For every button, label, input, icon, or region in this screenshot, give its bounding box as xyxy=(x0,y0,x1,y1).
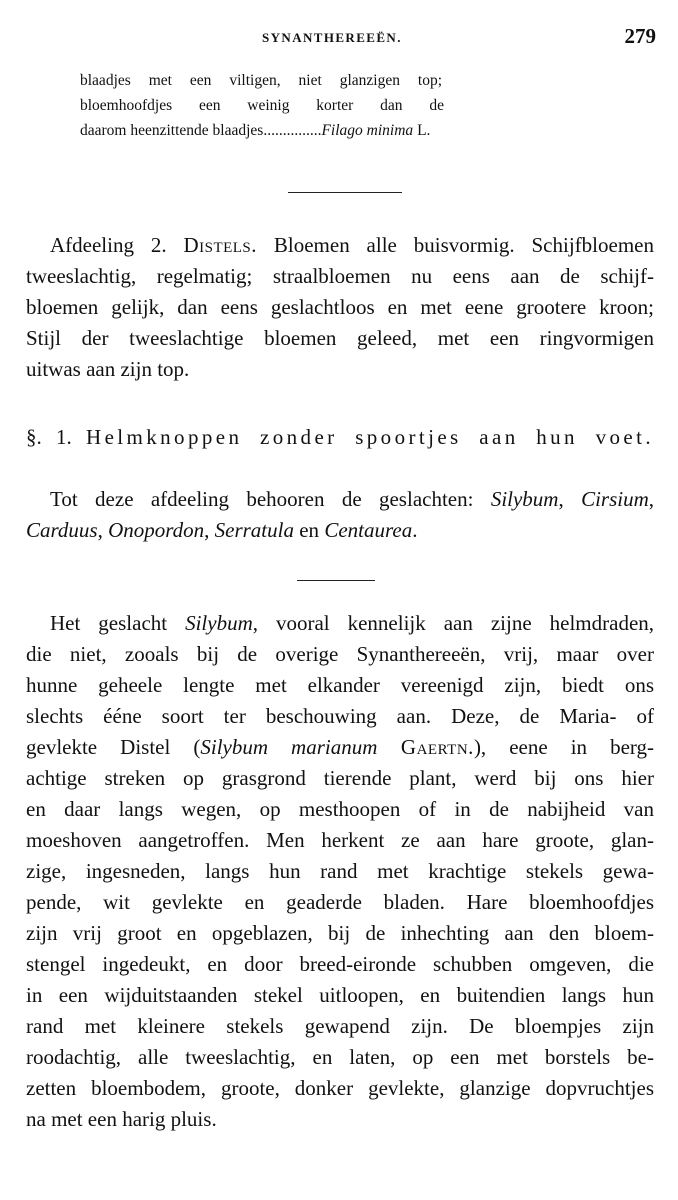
paragraph-heading xyxy=(26,422,656,453)
genera-line-2 xyxy=(26,515,654,546)
genus-silybum: Silybum xyxy=(490,487,559,511)
silybum-line-14: rand met kleinere stekels gewapend zijn. De bloempjes zijn xyxy=(26,1014,654,1038)
silybum-line-4: slechts ééne soort ter beschouwing aan. Deze, de Maria- of xyxy=(26,704,654,728)
genera-end: . xyxy=(412,518,418,542)
genera-separator: , xyxy=(558,487,582,511)
paragraph-heading-line xyxy=(26,422,654,453)
silybum-line-5-start: gevlekte Distel ( xyxy=(26,735,201,759)
silybum-paragraph xyxy=(26,608,656,1135)
key-species-name: Filago minima xyxy=(321,122,414,139)
silybum-line-2: die niet, zooals bij de overige Synanthereeën, vrij, maar over xyxy=(26,642,654,666)
section-divider-2 xyxy=(297,580,375,581)
afdeeling-line-5: uitwas aan zijn top. xyxy=(26,357,190,381)
genus-cirsium: Cirsium xyxy=(581,487,649,511)
section-divider-1 xyxy=(288,192,402,193)
genus-onopordon: Onopordon xyxy=(108,518,205,542)
silybum-line-8: moeshoven aangetroffen. Men herkent ze aan hare groote, glan- xyxy=(26,828,654,852)
paragraph-heading-text: Helmknoppen zonder spoortjes aan hun voet. xyxy=(86,425,655,449)
silybum-line-17: na met een harig pluis. xyxy=(26,1107,217,1131)
genera-line-1 xyxy=(26,484,654,515)
genus-centaurea: Centaurea xyxy=(324,518,413,542)
silybum-line-16: zetten bloembodem, groote, donker gevlekte, glanzige dopvruchtjes xyxy=(26,1076,654,1100)
silybum-author: Gaertn. xyxy=(377,735,474,759)
afdeeling-line-4: Stijl der tweeslachtige bloemen geleed, met een ringvormigen xyxy=(26,326,654,350)
silybum-genus: Silybum xyxy=(185,611,253,635)
silybum-line-12: stengel ingedeukt, en door breed-eironde schubben omgeven, die xyxy=(26,952,654,976)
genera-separator: , xyxy=(204,518,215,542)
silybum-line-15: roodachtig, alle tweeslachtig, en laten, op een met borstels be- xyxy=(26,1045,654,1069)
silybum-line-7: en daar langs wegen, op mesthoopen of in de nabijheid van xyxy=(26,797,654,821)
silybum-line-1-rest: , vooral kennelijk aan zijne helmdraden, xyxy=(252,611,655,635)
identification-key xyxy=(80,68,600,143)
page-header xyxy=(0,24,678,54)
genera-separator: en xyxy=(293,518,325,542)
silybum-line-9: zige, ingesneden, langs hun rand met krachtige stekels gewa- xyxy=(26,859,654,883)
silybum-line-13: in een wijduitstaanden stekel uitloopen, en buitendien langs hun xyxy=(26,983,654,1007)
genus-carduus: Carduus xyxy=(26,518,98,542)
genera-intro: Tot deze afdeeling behooren de geslachten: xyxy=(50,487,491,511)
paragraph-number: §. 1. xyxy=(26,425,72,449)
silybum-line-3: hunne geheele lengte met elkander vereenigd zijn, biedt ons xyxy=(26,673,654,697)
silybum-line-6: achtige streken op grasgrond tierende plant, werd bij ons hier xyxy=(26,766,654,790)
running-head: SYNANTHEREEËN. xyxy=(262,30,402,45)
page-number: 279 xyxy=(624,24,656,48)
key-line-1: blaadjes met een viltigen, niet glanzigen top; xyxy=(80,72,442,89)
key-line-2: bloemhoofdjes een weinig korter dan de xyxy=(80,97,444,114)
key-line-3 xyxy=(80,118,580,143)
key-species-author: L. xyxy=(413,122,431,139)
genera-paragraph xyxy=(26,484,656,546)
key-line-3-text: daarom heenzittende blaadjes............... xyxy=(80,122,322,139)
genera-separator: , xyxy=(97,518,109,542)
silybum-species-name: Silybum marianum xyxy=(200,735,378,759)
afdeeling-line-3: bloemen gelijk, dan eens geslachtloos en met eene grootere kroon; xyxy=(26,295,654,319)
silybum-line-10: pende, wit gevlekte en geaderde bladen. Hare bloemhoofdjes xyxy=(26,890,654,914)
silybum-line-11: zijn vrij groot en opgeblazen, bij de inhechting aan den bloem- xyxy=(26,921,654,945)
silybum-line-1 xyxy=(26,608,654,639)
genera-separator: , xyxy=(648,487,655,511)
genus-serratula: Serratula xyxy=(214,518,294,542)
afdeeling-line-1 xyxy=(26,230,654,261)
afdeeling-paragraph xyxy=(26,230,656,385)
afdeeling-label: Afdeeling 2. xyxy=(50,233,184,257)
afdeeling-line-2: tweeslachtig, regelmatig; straalbloemen nu eens aan de schijf- xyxy=(26,264,654,288)
silybum-line-1-start: Het geslacht xyxy=(50,611,186,635)
silybum-line-5-rest: ), eene in berg- xyxy=(473,735,654,759)
silybum-line-5 xyxy=(26,732,654,763)
afdeeling-line-1-rest: Bloemen alle buisvormig. Schijfbloemen xyxy=(257,233,654,257)
afdeeling-title: Distels. xyxy=(183,233,258,257)
